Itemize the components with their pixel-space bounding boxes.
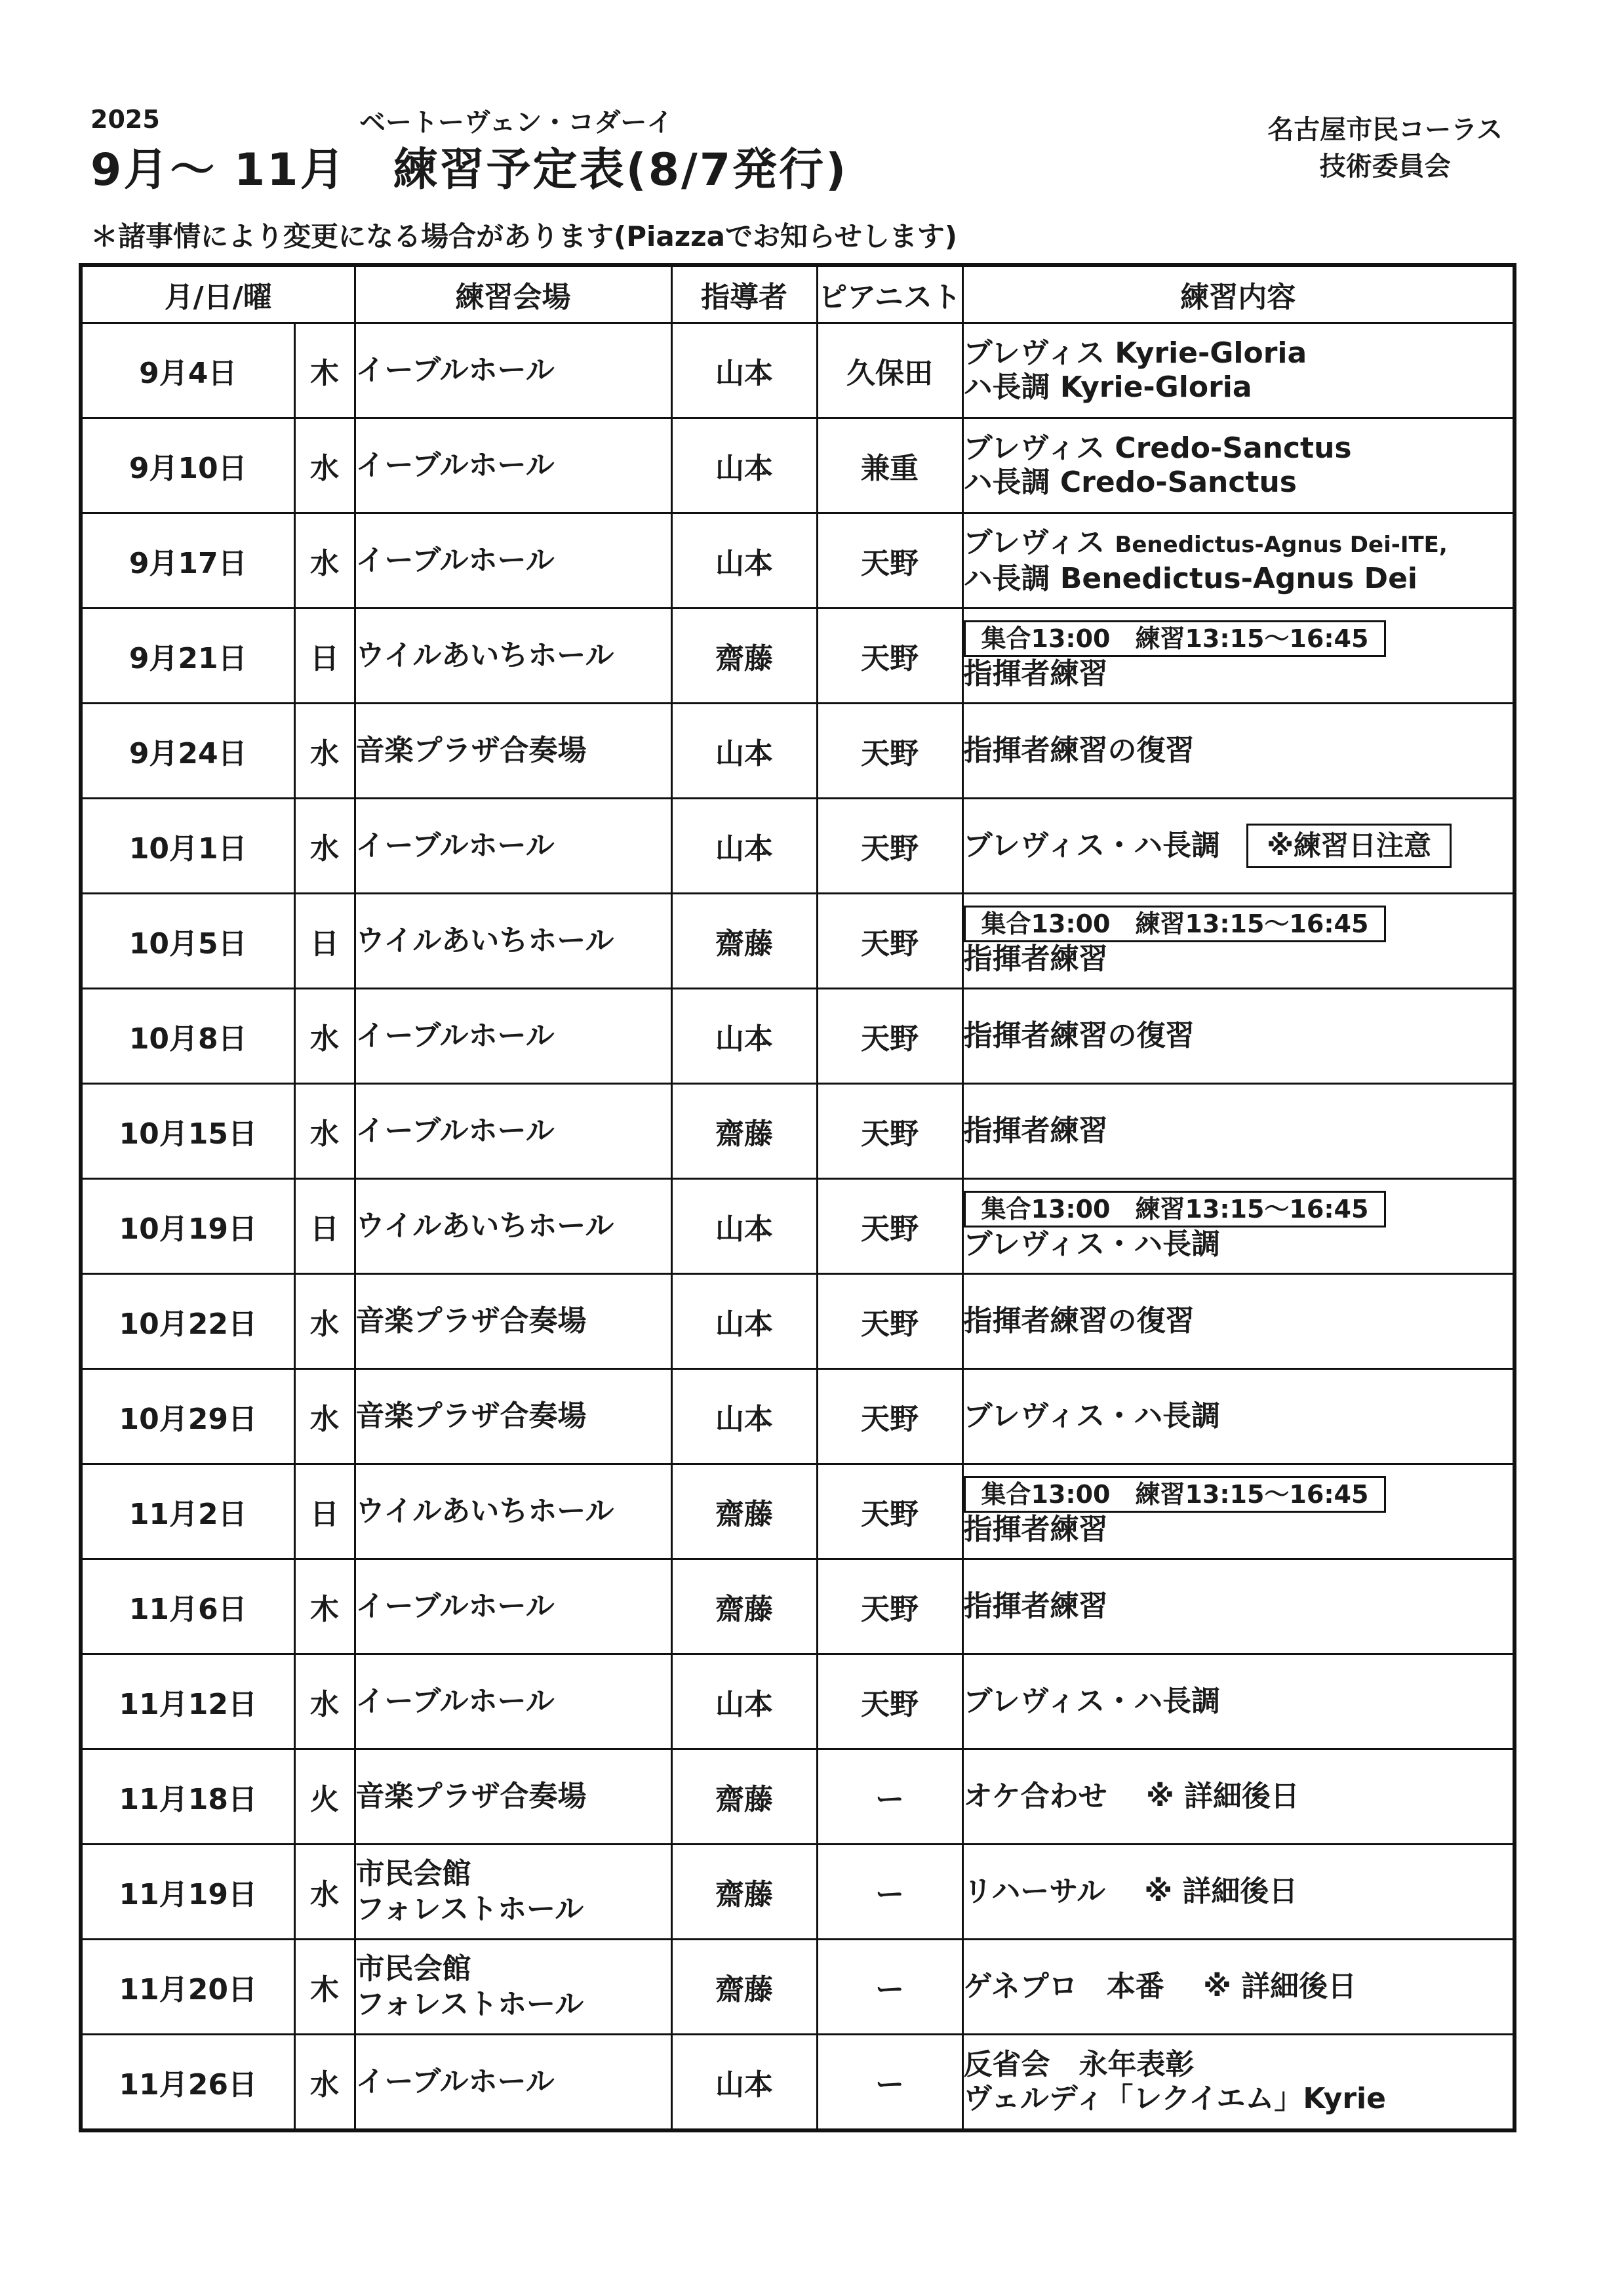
venue-name: 音楽プラザ合奏場 — [355, 734, 587, 767]
venue-name: イーブルホール — [355, 1114, 555, 1148]
weekday-cell: 火 — [294, 1749, 355, 1845]
venue-hall: フォレストホール — [355, 1892, 584, 1926]
table-row — [81, 989, 1515, 1084]
col-header-date: 月/日/曜 — [81, 265, 355, 323]
venue-name: イーブルホール — [355, 2065, 555, 2098]
content-cell — [962, 989, 1515, 1084]
weekday-cell: 木 — [294, 1559, 355, 1654]
venue-name: 音楽プラザ合奏場 — [355, 1780, 587, 1813]
pianist-cell: 天野 — [817, 894, 962, 989]
program-subtitle: ベートーヴェン・コダーイ — [359, 108, 673, 138]
content-cell — [962, 1369, 1515, 1464]
content-cell — [962, 1464, 1515, 1559]
content-cell — [962, 1654, 1515, 1749]
content-line: 指揮者練習の復習 — [963, 1019, 1195, 1052]
weekday-cell: 水 — [294, 989, 355, 1084]
content-line: ブレヴィス・ハ長調 — [963, 1399, 1221, 1433]
date-cell: 11月20日 — [81, 1940, 294, 2035]
venue-cell — [355, 1845, 671, 1940]
content-line: オケ合わせ ※ 詳細後日 — [963, 1780, 1300, 1813]
date-cell: 11月2日 — [81, 1464, 294, 1559]
leader-cell: 山本 — [671, 1179, 817, 1274]
venue-cell — [355, 418, 671, 513]
date-cell: 10月5日 — [81, 894, 294, 989]
date-cell: 9月21日 — [81, 609, 294, 704]
pianist-cell: 天野 — [817, 1084, 962, 1179]
page-title: 9月～ 11月 練習予定表(8/7発行) — [90, 144, 848, 196]
date-cell: 10月19日 — [81, 1179, 294, 1274]
venue-cell — [355, 609, 671, 704]
weekday-cell: 水 — [294, 1654, 355, 1749]
table-row — [81, 1749, 1515, 1845]
table-row — [81, 323, 1515, 418]
leader-cell: 齋藤 — [671, 1464, 817, 1559]
date-cell: 11月19日 — [81, 1845, 294, 1940]
leader-cell: 齋藤 — [671, 894, 817, 989]
venue-cell — [355, 1179, 671, 1274]
content-cell — [962, 2035, 1515, 2131]
venue-cell — [355, 1369, 671, 1464]
org-committee: 技術委員会 — [1319, 151, 1451, 182]
venue-cell — [355, 1464, 671, 1559]
pianist-cell: 天野 — [817, 1559, 962, 1654]
venue-cell — [355, 1559, 671, 1654]
venue-name: イーブルホール — [355, 1019, 555, 1052]
attention-note: ※練習日注意 — [1246, 824, 1452, 868]
weekday-cell: 日 — [294, 1464, 355, 1559]
venue-cell — [355, 1749, 671, 1845]
pianist-cell: 天野 — [817, 1464, 962, 1559]
content-line: ブレヴィス・ハ長調 — [963, 829, 1221, 862]
date-cell: 10月8日 — [81, 989, 294, 1084]
table-row — [81, 1845, 1515, 1940]
content-line: ブレヴィス Credo-Sanctus — [963, 431, 1352, 465]
venue-cell — [355, 989, 671, 1084]
weekday-cell: 木 — [294, 323, 355, 418]
leader-cell: 山本 — [671, 323, 817, 418]
content-line: ブレヴィス Kyrie-Gloria — [963, 336, 1307, 370]
pianist-cell: 天野 — [817, 1654, 962, 1749]
col-header-pianist: ピアニスト — [817, 265, 962, 323]
pianist-cell: 天野 — [817, 799, 962, 894]
venue-cell — [355, 894, 671, 989]
content-cell — [962, 704, 1515, 799]
weekday-cell: 日 — [294, 894, 355, 989]
pianist-cell: ー — [817, 2035, 962, 2131]
venue-name: 市民会館 — [355, 1952, 471, 1986]
content-line: 反省会 永年表彰 — [963, 2048, 1195, 2081]
time-box: 集合13:00 練習13:15～16:45 — [964, 1191, 1387, 1227]
venue-name: ウイルあいちホール — [355, 1494, 614, 1528]
content-cell — [962, 1559, 1515, 1654]
pianist-cell: 天野 — [817, 513, 962, 609]
date-cell: 10月1日 — [81, 799, 294, 894]
content-line: ハ長調 Kyrie-Gloria — [963, 370, 1252, 404]
venue-cell — [355, 799, 671, 894]
venue-name: 市民会館 — [355, 1857, 471, 1890]
content-cell — [962, 513, 1515, 609]
content-cell — [962, 418, 1515, 513]
pianist-cell: 久保田 — [817, 323, 962, 418]
venue-cell — [355, 704, 671, 799]
content-line: 指揮者練習 — [963, 1114, 1108, 1148]
schedule-table — [79, 263, 1516, 2132]
weekday-cell: 水 — [294, 1369, 355, 1464]
content-line: 指揮者練習の復習 — [963, 1304, 1195, 1338]
date-cell: 10月22日 — [81, 1274, 294, 1369]
venue-name: イーブルホール — [355, 544, 555, 577]
date-cell: 10月29日 — [81, 1369, 294, 1464]
weekday-cell: 日 — [294, 1179, 355, 1274]
venue-name: 音楽プラザ合奏場 — [355, 1399, 587, 1433]
content-line: 指揮者練習の復習 — [963, 734, 1195, 767]
time-box: 集合13:00 練習13:15～16:45 — [964, 906, 1387, 942]
venue-name: 音楽プラザ合奏場 — [355, 1304, 587, 1338]
content-cell — [962, 323, 1515, 418]
date-cell: 11月26日 — [81, 2035, 294, 2131]
venue-name: イーブルホール — [355, 353, 555, 387]
table-row — [81, 1369, 1515, 1464]
weekday-cell: 水 — [294, 1845, 355, 1940]
content-cell — [962, 1845, 1515, 1940]
weekday-cell: 日 — [294, 609, 355, 704]
content-line: ブレヴィス — [963, 525, 1105, 559]
weekday-cell: 水 — [294, 2035, 355, 2131]
pianist-cell: 天野 — [817, 609, 962, 704]
content-line: ブレヴィス・ハ長調 — [963, 1685, 1221, 1718]
content-line: 指揮者練習 — [963, 1589, 1108, 1623]
content-line: ハ長調 Benedictus-Agnus Dei — [963, 561, 1417, 595]
table-row — [81, 609, 1515, 704]
time-box: 集合13:00 練習13:15～16:45 — [964, 620, 1387, 657]
content-cell — [962, 1274, 1515, 1369]
content-line: ヴェルディ「レクイエム」Kyrie — [963, 2082, 1386, 2115]
change-notice: ＊諸事情により変更になる場合があります(Piazzaでお知らせします) — [90, 220, 957, 252]
content-line-small: Benedictus-Agnus Dei-ITE, — [1115, 531, 1448, 558]
pianist-cell: 天野 — [817, 704, 962, 799]
venue-name: ウイルあいちホール — [355, 924, 614, 957]
col-header-content: 練習内容 — [962, 265, 1515, 323]
pianist-cell: ー — [817, 1845, 962, 1940]
leader-cell: 齋藤 — [671, 1940, 817, 2035]
table-row — [81, 799, 1515, 894]
table-row — [81, 704, 1515, 799]
leader-cell: 山本 — [671, 799, 817, 894]
pianist-cell: 天野 — [817, 1274, 962, 1369]
venue-cell — [355, 1084, 671, 1179]
content-line: ゲネプロ 本番 ※ 詳細後日 — [963, 1970, 1357, 2003]
weekday-cell: 木 — [294, 1940, 355, 2035]
header-row — [81, 265, 1515, 323]
venue-name: ウイルあいちホール — [355, 639, 614, 672]
leader-cell: 山本 — [671, 513, 817, 609]
venue-cell — [355, 1940, 671, 2035]
leader-cell: 山本 — [671, 2035, 817, 2131]
venue-name: イーブルホール — [355, 449, 555, 482]
col-header-venue: 練習会場 — [355, 265, 671, 323]
table-row — [81, 1940, 1515, 2035]
date-cell: 11月6日 — [81, 1559, 294, 1654]
pianist-cell: 天野 — [817, 1179, 962, 1274]
pianist-cell: 兼重 — [817, 418, 962, 513]
table-row — [81, 1274, 1515, 1369]
content-cell — [962, 609, 1515, 704]
table-row — [81, 1179, 1515, 1274]
table-row — [81, 1654, 1515, 1749]
leader-cell: 山本 — [671, 1654, 817, 1749]
weekday-cell: 水 — [294, 799, 355, 894]
weekday-cell: 水 — [294, 418, 355, 513]
content-line: ブレヴィス・ハ長調 — [963, 1227, 1221, 1261]
venue-name: イーブルホール — [355, 1589, 555, 1623]
date-cell: 9月4日 — [81, 323, 294, 418]
weekday-cell: 水 — [294, 704, 355, 799]
pianist-cell: ー — [817, 1940, 962, 2035]
col-header-leader: 指導者 — [671, 265, 817, 323]
venue-hall: フォレストホール — [355, 1987, 584, 2021]
leader-cell: 齋藤 — [671, 1084, 817, 1179]
weekday-cell: 水 — [294, 1084, 355, 1179]
leader-cell: 山本 — [671, 704, 817, 799]
venue-name: イーブルホール — [355, 829, 555, 862]
venue-name: イーブルホール — [355, 1685, 555, 1718]
date-cell: 9月17日 — [81, 513, 294, 609]
content-cell — [962, 1940, 1515, 2035]
table-row — [81, 894, 1515, 989]
leader-cell: 山本 — [671, 418, 817, 513]
content-cell — [962, 799, 1515, 894]
pianist-cell: 天野 — [817, 1369, 962, 1464]
pianist-cell: 天野 — [817, 989, 962, 1084]
venue-cell — [355, 513, 671, 609]
date-cell: 10月15日 — [81, 1084, 294, 1179]
leader-cell: 山本 — [671, 989, 817, 1084]
date-cell: 9月24日 — [81, 704, 294, 799]
leader-cell: 齋藤 — [671, 1749, 817, 1845]
org-name: 名古屋市民コーラス — [1267, 115, 1503, 145]
content-cell — [962, 1084, 1515, 1179]
table-row — [81, 418, 1515, 513]
content-cell — [962, 1749, 1515, 1845]
content-cell — [962, 894, 1515, 989]
leader-cell: 齋藤 — [671, 1559, 817, 1654]
table-row — [81, 513, 1515, 609]
content-line: 指揮者練習 — [963, 942, 1108, 976]
weekday-cell: 水 — [294, 513, 355, 609]
date-cell: 11月18日 — [81, 1749, 294, 1845]
content-line: 指揮者練習 — [963, 657, 1108, 690]
time-box: 集合13:00 練習13:15～16:45 — [964, 1476, 1387, 1513]
date-cell: 11月12日 — [81, 1654, 294, 1749]
content-cell — [962, 1179, 1515, 1274]
venue-cell — [355, 1654, 671, 1749]
table-row — [81, 2035, 1515, 2131]
pianist-cell: ー — [817, 1749, 962, 1845]
table-row — [81, 1559, 1515, 1654]
leader-cell: 山本 — [671, 1274, 817, 1369]
content-line: 指揮者練習 — [963, 1513, 1108, 1546]
leader-cell: 齋藤 — [671, 1845, 817, 1940]
venue-cell — [355, 1274, 671, 1369]
table-row — [81, 1464, 1515, 1559]
venue-name: ウイルあいちホール — [355, 1209, 614, 1243]
content-line: ハ長調 Credo-Sanctus — [963, 466, 1297, 499]
date-cell: 9月10日 — [81, 418, 294, 513]
organization — [1267, 111, 1503, 185]
leader-cell: 山本 — [671, 1369, 817, 1464]
table-row — [81, 1084, 1515, 1179]
venue-cell — [355, 323, 671, 418]
year-label: 2025 — [90, 105, 160, 134]
venue-cell — [355, 2035, 671, 2131]
leader-cell: 齋藤 — [671, 609, 817, 704]
content-line: リハーサル ※ 詳細後日 — [963, 1875, 1298, 1908]
weekday-cell: 水 — [294, 1274, 355, 1369]
